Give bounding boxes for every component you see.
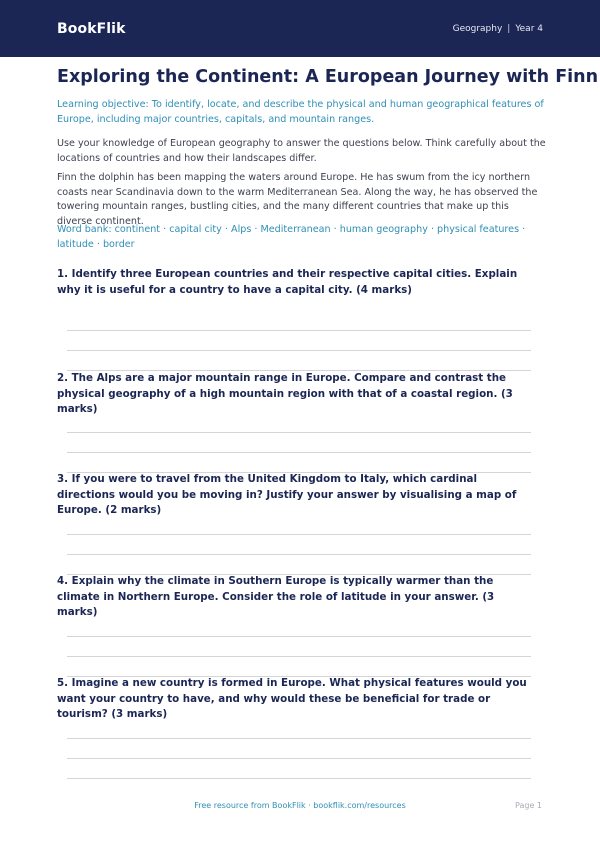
page-footer — [0, 801, 600, 815]
answer-line[interactable] — [67, 534, 531, 535]
story-text: Finn the dolphin has been mapping the waters around Europe. He has swum from the icy northern coasts near Scandinavia down to the warm Mediterranean Sea. Along the way, he has observed the towering mountain ranges, bustling cities, and the many different countries that make up this diverse continent. — [57, 172, 538, 227]
answer-line[interactable] — [67, 636, 531, 637]
answer-line[interactable] — [67, 656, 531, 657]
page-number: Page 1 — [515, 801, 542, 810]
question-4: 4. Explain why the climate in Southern Europe is typically warmer than the climate in Northern Europe. Consider the role of latitude in your answer. (3 marks) — [57, 575, 495, 618]
question-2: 2. The Alps are a major mountain range in Europe. Compare and contrast the physical geography of a high mountain region with that of a coastal region. (3 marks) — [57, 372, 513, 415]
question-3: 3. If you were to travel from the United Kingdom to Italy, which cardinal directions would you be moving in? Justify your answer by visualising a map of Europe. (2 marks) — [57, 473, 517, 516]
answer-line[interactable] — [67, 758, 531, 759]
answer-line[interactable] — [67, 452, 531, 453]
question-1: 1. Identify three European countries and their respective capital cities. Explain why it is useful for a country to have a capital city. (4 marks) — [57, 268, 518, 296]
brand-logo: BookFlik — [57, 20, 126, 37]
meta-separator: | — [507, 23, 511, 34]
instructions-text: Use your knowledge of European geography to answer the questions below. Think carefully about the locations of countries and how their landscapes differ. — [57, 138, 546, 164]
subject-label: Geography — [452, 23, 503, 34]
header-bar — [0, 0, 600, 57]
year-label: Year 4 — [515, 23, 543, 34]
subject-year-label — [453, 24, 543, 34]
footer-source-link[interactable]: Free resource from BookFlik · bookflik.com/resources — [194, 801, 406, 810]
answer-line[interactable] — [67, 432, 531, 433]
answer-line[interactable] — [67, 738, 531, 739]
answer-line[interactable] — [67, 330, 531, 331]
word-bank: Word bank: continent · capital city · Alps · Mediterranean · human geography · physical features · latitude · border — [57, 224, 526, 250]
answer-line[interactable] — [67, 778, 531, 779]
page-title: Exploring the Continent: A European Journey with Finn — [57, 67, 599, 87]
learning-objective: Learning objective: To identify, locate, and describe the physical and human geographical features of Europe, including major countries, capitals, and mountain ranges. — [57, 99, 544, 125]
answer-line[interactable] — [67, 554, 531, 555]
question-5: 5. Imagine a new country is formed in Europe. What physical features would you want your country to have, and why would these be beneficial for trade or tourism? (3 marks) — [57, 677, 527, 720]
answer-line[interactable] — [67, 350, 531, 351]
